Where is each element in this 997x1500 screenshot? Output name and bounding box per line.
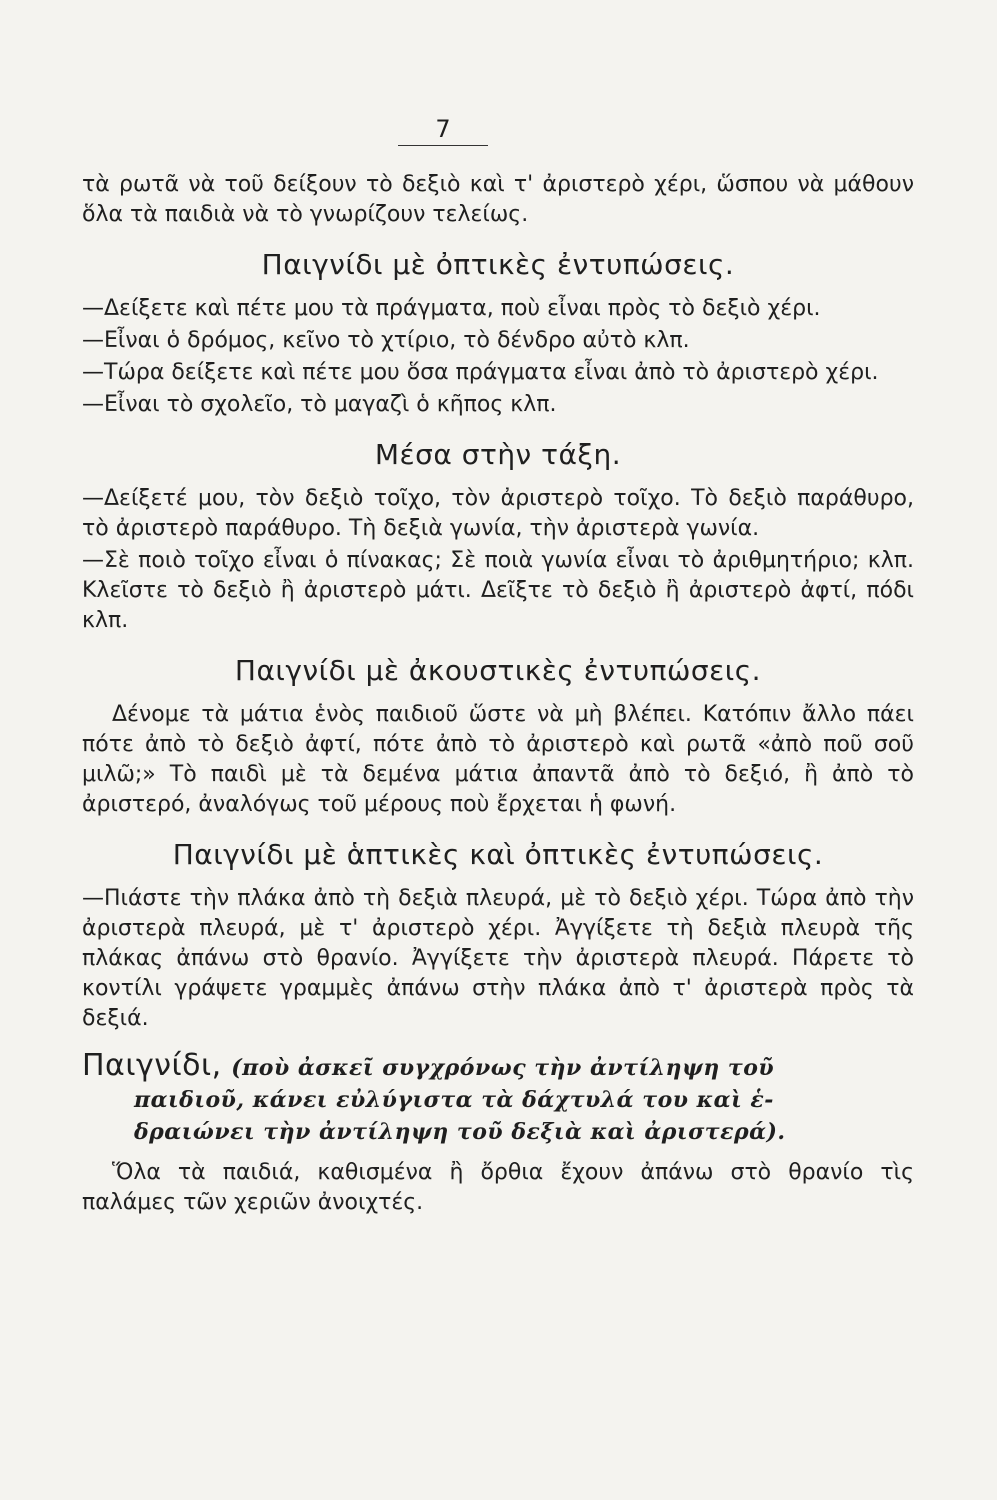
paragraph-5: —Εἶναι τὸ σχολεῖο, τὸ μαγαζὶ ὁ κῆπος κλπ. bbox=[82, 392, 557, 417]
heading-finger-game-line-2: παιδιοῦ, κάνει εὐλύγιστα τὰ δάχτυλά του καὶ ἑ- bbox=[134, 1087, 774, 1113]
heading-finger-game-line-1: (ποὺ ἀσκεῖ συγχρόνως τὴν ἀντίληψη τοῦ bbox=[231, 1055, 775, 1081]
heading-finger-game-line-3: δραιώνει τὴν ἀντίληψη τοῦ δεξιὰ καὶ ἀριστερά). bbox=[134, 1119, 786, 1145]
heading-auditory-game: Παιγνίδι μὲ ἀκουστικὲς ἐντυπώσεις. bbox=[234, 654, 762, 687]
paragraph-8: Δένομε τὰ μάτια ἑνὸς παιδιοῦ ὥστε νὰ μὴ βλέπει. Κατόπιν ἄλλο πάει πότε ἀπὸ τὸ δεξιὸ ἀφτί, πότε ἀπὸ τὸ ἀριστερὸ καὶ ρωτᾶ «ἀπὸ ποῦ σοῦ μιλῶ;» Τὸ παιδὶ μὲ τὰ δεμένα μάτια ἀπαντᾶ ἀπὸ τὸ δεξιό, ἢ ἀπὸ τὸ ἀριστερό, ἀναλόγως τοῦ μέρους ποὺ ἔρχεται ἡ φωνή. bbox=[82, 702, 914, 817]
heading-in-class: Μέσα στὴν τάξη. bbox=[374, 438, 622, 471]
paragraph-2: —Δείξετε καὶ πέτε μου τὰ πράγματα, ποὺ εἶναι πρὸς τὸ δεξιὸ χέρι. bbox=[82, 296, 821, 321]
heading-visual-game: Παιγνίδι μὲ ὀπτικὲς ἐντυπώσεις. bbox=[261, 248, 735, 281]
paragraph-9: —Πιάστε τὴν πλάκα ἀπὸ τὴ δεξιὰ πλευρά, μὲ τὸ δεξιὸ χέρι. Τώρα ἀπὸ τὴν ἀριστερὰ πλευρά, μὲ τ' ἀριστερὸ χέρι. Ἀγγίξετε τὴ δεξιὰ πλευρὰ τῆς πλάκας ἀπάνω στὸ θρανίο. Ἀγγίξετε τὴν ἀριστερὰ πλευρά. Πάρετε τὸ κοντίλι γράψετε γραμμὲς ἀπάνω στὴν πλάκα ἀπὸ τ' ἀριστερὰ πρὸς τὰ δεξιά. bbox=[82, 886, 914, 1031]
paragraph-4: —Τώρα δείξετε καὶ πέτε μου ὅσα πράγματα εἶναι ἀπὸ τὸ ἀριστερὸ χέρι. bbox=[82, 360, 879, 385]
page-number: 7 bbox=[398, 115, 488, 146]
heading-finger-game bbox=[82, 1050, 914, 1148]
paragraph-6: —Δείξετέ μου, τὸν δεξιὸ τοῖχο, τὸν ἀριστερὸ τοῖχο. Τὸ δεξιὸ παράθυρο, τὸ ἀριστερὸ παράθυρο. Τὴ δεξιὰ γωνία, τὴν ἀριστερὰ γωνία. bbox=[82, 486, 914, 541]
paragraph-3: —Εἶναι ὁ δρόμος, κεῖνο τὸ χτίριο, τὸ δένδρο αὐτὸ κλπ. bbox=[82, 328, 690, 353]
heading-finger-game-title: Παιγνίδι, bbox=[82, 1048, 222, 1083]
paragraph-1: τὰ ρωτᾶ νὰ τοῦ δείξουν τὸ δεξιὸ καὶ τ' ἀριστερὸ χέρι, ὥσπου νὰ μάθουν ὅλα τὰ παιδιὰ νὰ τὸ γνωρίζουν τελείως. bbox=[82, 172, 914, 227]
page-body bbox=[82, 170, 914, 1220]
paragraph-10: Ὅλα τὰ παιδιά, καθισμένα ἢ ὄρθια ἔχουν ἀπάνω στὸ θρανίο τὶς παλάμες τῶν χεριῶν ἀνοιχτές. bbox=[82, 1160, 914, 1215]
paragraph-7: —Σὲ ποιὸ τοῖχο εἶναι ὁ πίνακας; Σὲ ποιὰ γωνία εἶναι τὸ ἀριθμητήριο; κλπ. Κλεῖστε τὸ δεξιὸ ἢ ἀριστερὸ μάτι. Δεῖξτε τὸ δεξιὸ ἢ ἀριστερὸ ἀφτί, πόδι κλπ. bbox=[82, 548, 914, 633]
heading-tactile-visual-game: Παιγνίδι μὲ ἁπτικὲς καὶ ὀπτικὲς ἐντυπώσεις. bbox=[172, 838, 824, 871]
